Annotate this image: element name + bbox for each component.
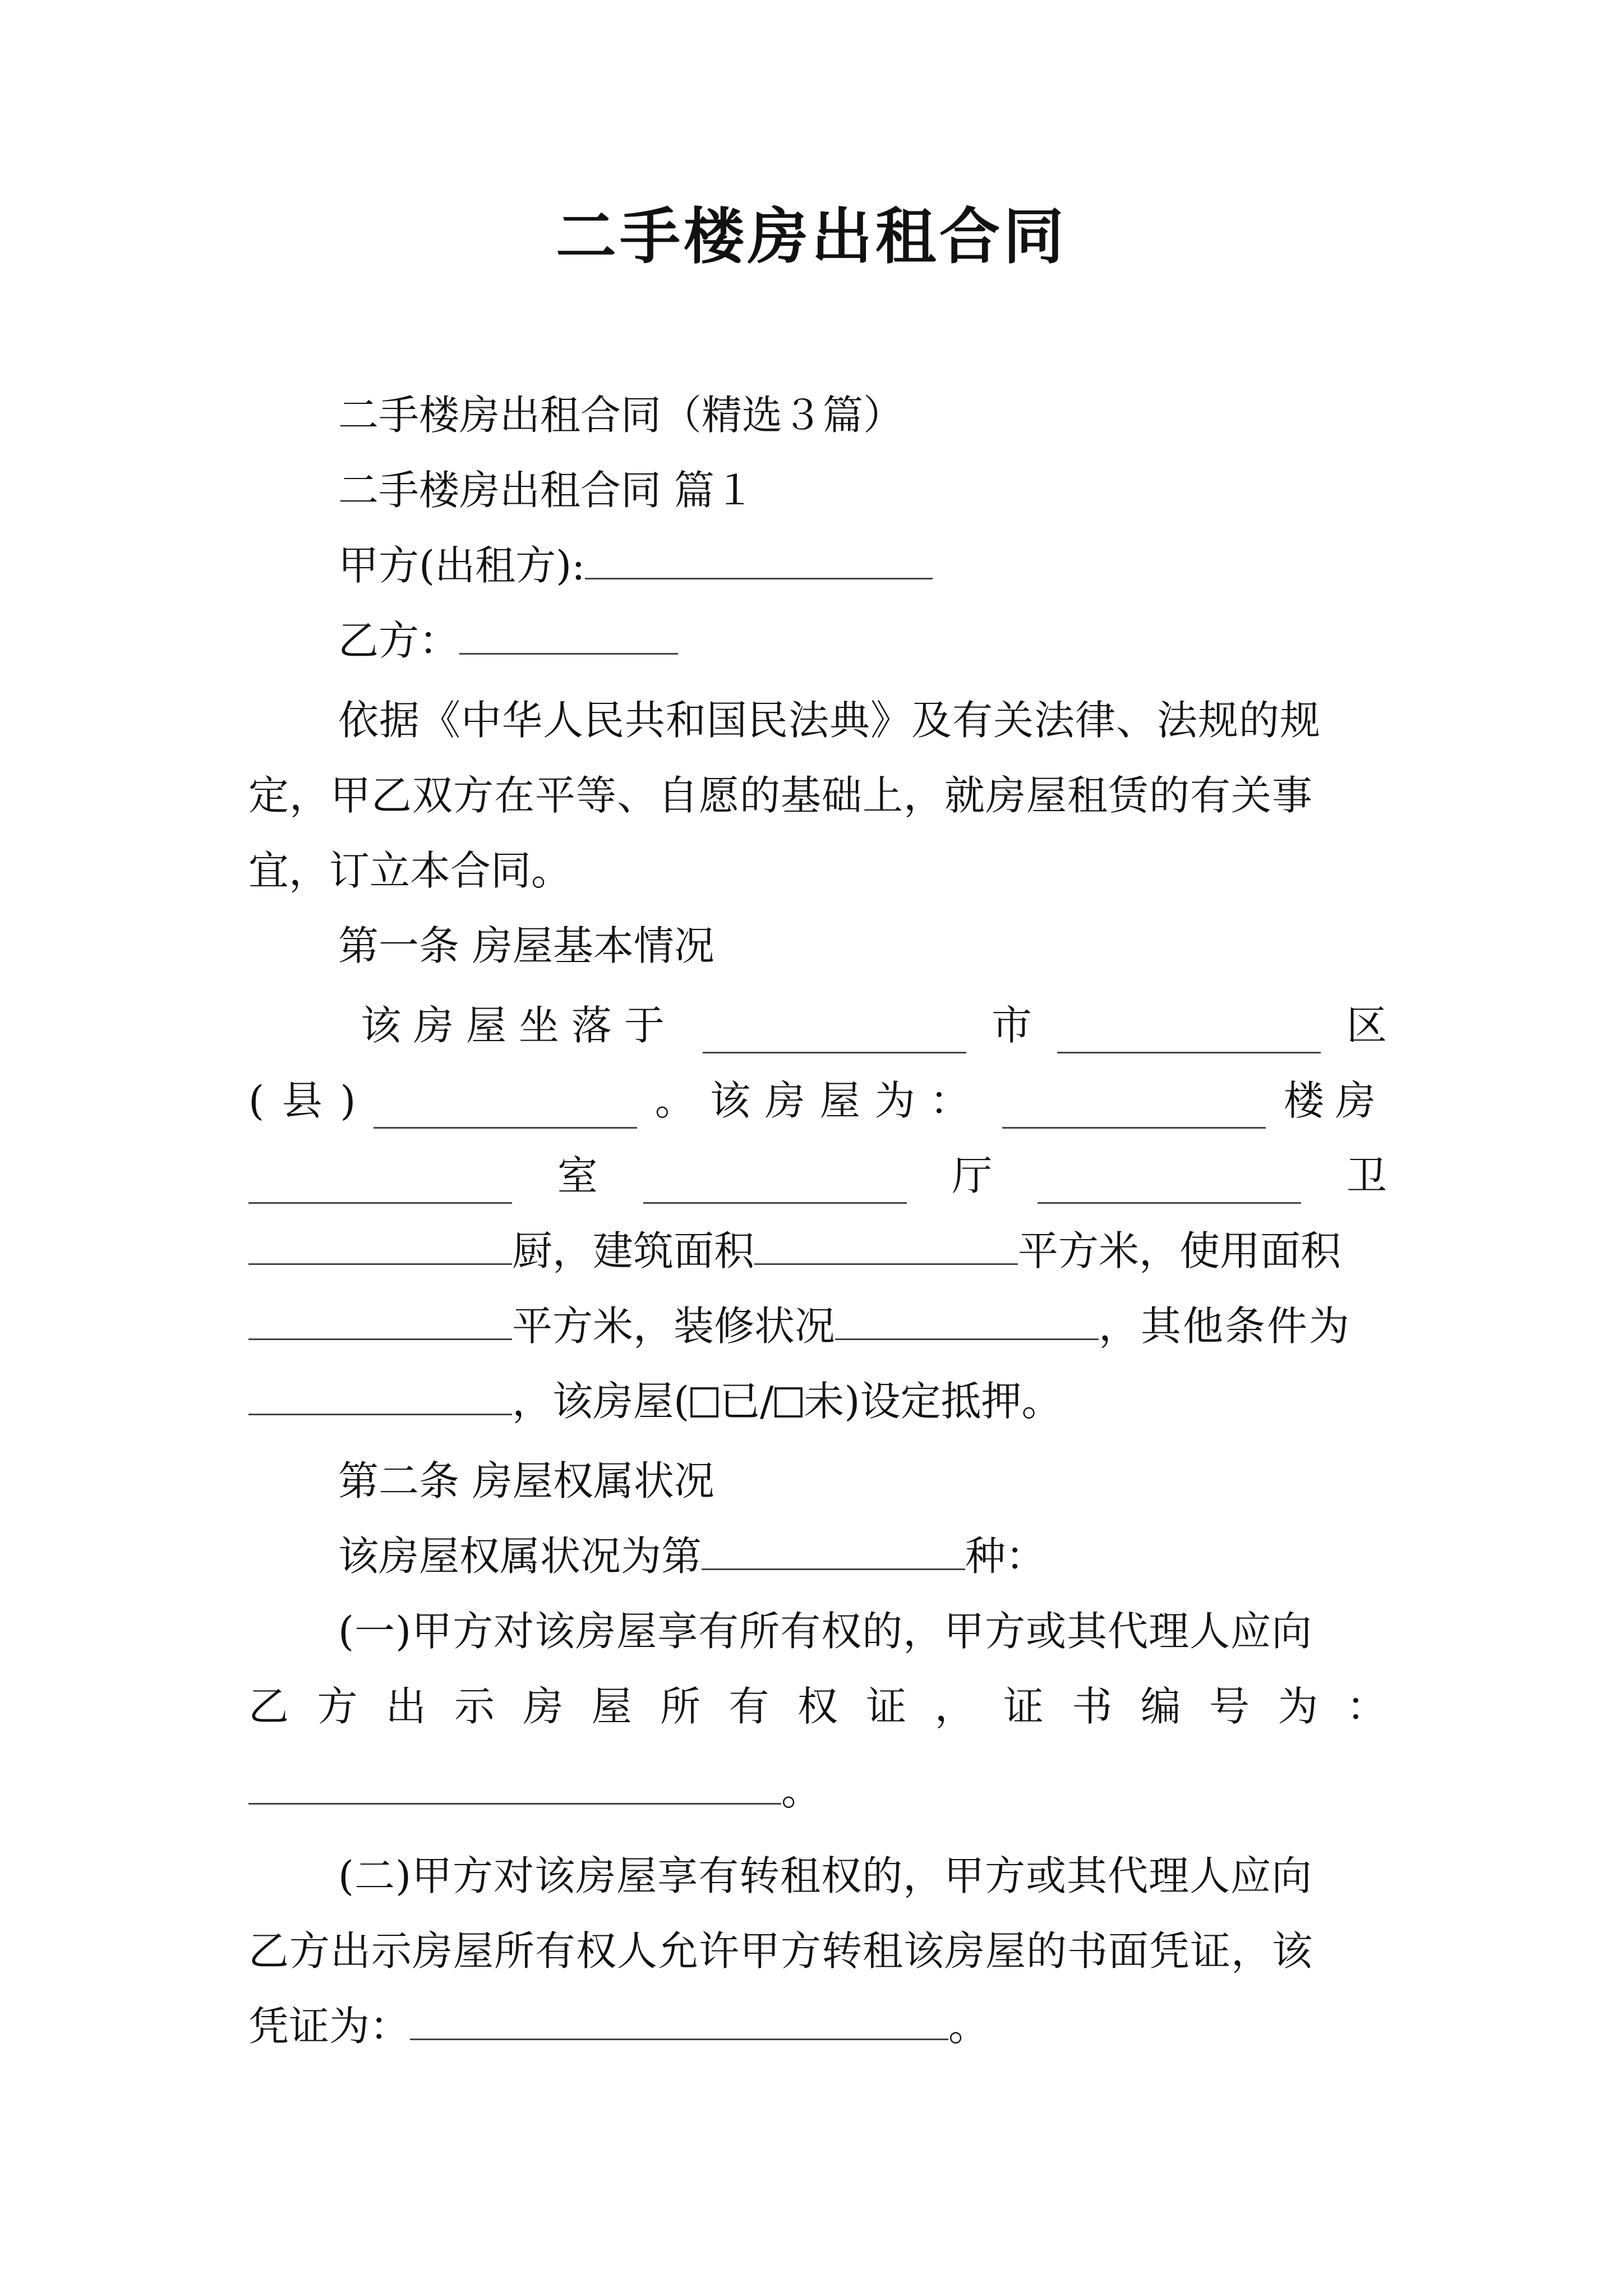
article-2-heading: 第二条 房屋权属状况 — [338, 1457, 714, 1504]
county-close: ) — [340, 1077, 356, 1124]
building-blank[interactable] — [1002, 1088, 1266, 1129]
item1-char: ： — [1346, 1683, 1387, 1730]
party-a-blank[interactable] — [585, 539, 933, 579]
party-b-blank[interactable] — [459, 614, 678, 655]
type-blank[interactable] — [702, 1529, 965, 1570]
item-2-line-3 — [248, 1998, 989, 2054]
item1-char: 屋 — [591, 1683, 632, 1730]
article-1-line-2 — [248, 1073, 1387, 1129]
article-1-line-6 — [248, 1373, 1062, 1429]
item1-char: 所 — [660, 1683, 701, 1730]
building-label: 楼房 — [1283, 1077, 1387, 1124]
decoration-label: 平方米，装修状况 — [512, 1303, 836, 1350]
bath-label: 卫 — [1346, 1152, 1387, 1199]
item1-char: ， — [934, 1683, 975, 1730]
item-1-line-3 — [248, 1763, 822, 1819]
decoration-blank[interactable] — [835, 1299, 1099, 1340]
city-blank[interactable] — [703, 1013, 966, 1053]
other-conditions-label: ，其他条件为 — [1099, 1303, 1352, 1350]
item1-char: 方 — [317, 1683, 358, 1730]
item-1-line-2 — [248, 1678, 1387, 1734]
subtitle: 二手楼房出租合同（精选３篇） — [338, 392, 904, 439]
mortgage-prefix: ，该房屋( — [512, 1378, 690, 1425]
item1-char: 权 — [797, 1683, 838, 1730]
build-area-label: 厨，建筑面积 — [512, 1227, 755, 1274]
build-area-blank[interactable] — [754, 1224, 1018, 1265]
article-1-line-5 — [248, 1298, 1351, 1354]
district-blank[interactable] — [1057, 1013, 1321, 1053]
room-blank[interactable] — [248, 1163, 512, 1204]
item2-end: 。 — [948, 2003, 989, 2050]
type-prefix: 该房屋权属状况为第 — [338, 1533, 702, 1580]
item-1-line-1: (一)甲方对该房屋享有所有权的，甲方或其代理人应向 — [338, 1608, 1313, 1655]
bath-blank[interactable] — [1038, 1163, 1301, 1204]
intro-line-3: 宜，订立本合同。 — [248, 847, 572, 894]
item-2-line-2: 乙方出示房屋所有权人允许甲方转租该房屋的书面凭证，该 — [248, 1927, 1313, 1975]
other-conditions-blank[interactable] — [248, 1374, 512, 1415]
intro-line-1: 依据《中华人民共和国民法典》及有关法律、法规的规 — [338, 697, 1321, 744]
mortgage-no-checkbox[interactable] — [774, 1387, 803, 1418]
party-b-label: 乙方： — [338, 617, 460, 664]
type-suffix: 种： — [965, 1533, 1046, 1580]
article-1-line-4 — [248, 1223, 1341, 1279]
item1-char: 乙 — [248, 1683, 289, 1730]
item1-char: 证 — [866, 1683, 907, 1730]
use-area-label: 平方米，使用面积 — [1018, 1227, 1341, 1274]
county-blank[interactable] — [374, 1088, 637, 1129]
hall-label: 厅 — [952, 1152, 993, 1199]
hall-blank[interactable] — [643, 1163, 907, 1204]
kitchen-blank[interactable] — [248, 1224, 512, 1265]
article-1-line-1 — [361, 997, 1387, 1053]
item1-char: 编 — [1140, 1683, 1181, 1730]
item1-char: 为 — [1278, 1683, 1318, 1730]
party-b-line — [338, 613, 678, 669]
voucher-blank[interactable] — [410, 1999, 948, 2040]
document-title: 二手楼房出租合同 — [555, 201, 1067, 272]
section-heading: 二手楼房出租合同 篇１ — [338, 467, 755, 514]
item1-char: 示 — [454, 1683, 495, 1730]
county-open: ( — [248, 1077, 265, 1124]
item1-char: 号 — [1209, 1683, 1250, 1730]
item1-end: 。 — [781, 1767, 822, 1814]
house-is-label: 。该房屋为： — [654, 1077, 985, 1124]
room-label: 室 — [557, 1152, 598, 1199]
party-a-label: 甲方(出租方): — [338, 542, 585, 589]
article-1-line-3 — [248, 1148, 1387, 1204]
item1-char: 有 — [728, 1683, 769, 1730]
item1-char: 书 — [1072, 1683, 1113, 1730]
city-label: 市 — [991, 1002, 1032, 1049]
located-prefix: 该房屋坐落于 — [361, 1002, 677, 1049]
voucher-prefix: 凭证为： — [248, 2003, 411, 2050]
item1-char: 出 — [385, 1683, 426, 1730]
mortgage-not-yet: 未)设定抵押。 — [804, 1378, 1062, 1425]
item1-char: 证 — [1003, 1683, 1044, 1730]
county-label: 县 — [282, 1077, 322, 1124]
item-2-line-1: (二)甲方对该房屋享有转租权的，甲方或其代理人应向 — [338, 1852, 1313, 1899]
intro-line-2: 定，甲乙双方在平等、自愿的基础上，就房屋租赁的有关事 — [248, 772, 1313, 819]
use-area-blank[interactable] — [248, 1299, 512, 1340]
district-label: 区 — [1346, 1002, 1387, 1049]
mortgage-yes-checkbox[interactable] — [690, 1387, 718, 1418]
party-a-line — [338, 537, 933, 593]
article-2-type-line — [338, 1528, 1046, 1584]
certificate-number-blank[interactable] — [248, 1764, 781, 1805]
item1-char: 房 — [523, 1683, 564, 1730]
mortgage-already: 已/ — [720, 1378, 774, 1425]
article-1-heading: 第一条 房屋基本情况 — [338, 922, 714, 969]
